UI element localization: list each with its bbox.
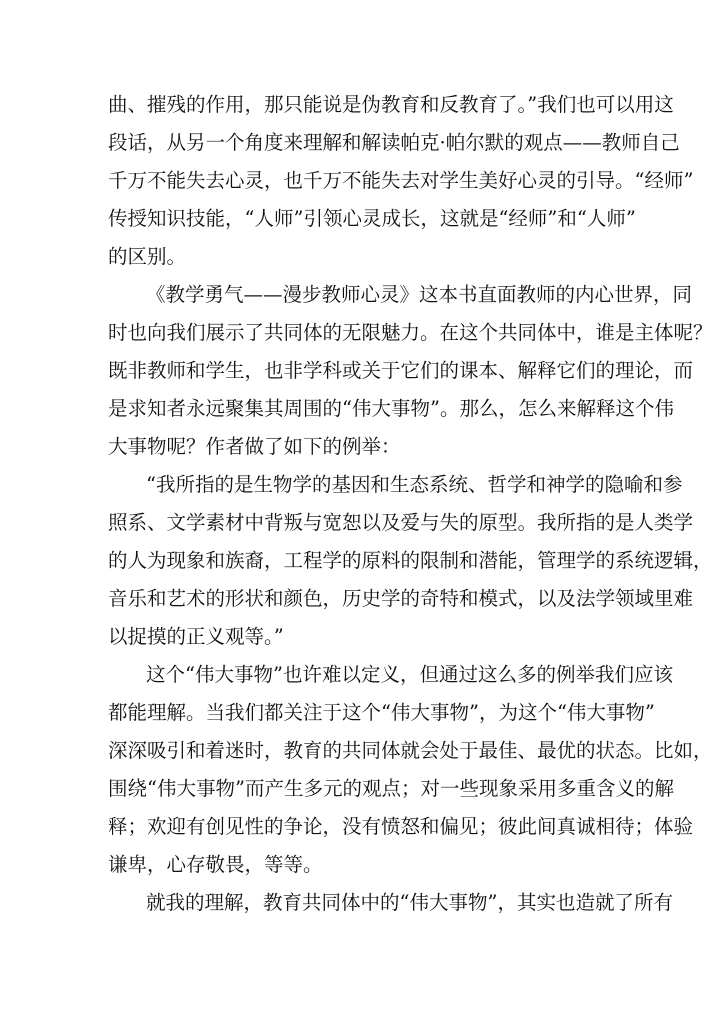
text-line: 千万不能失去心灵，也千万不能失去对学生美好心灵的引导。“经师” <box>108 169 694 192</box>
text-line: 这个“伟大事物”也许难以定义，但通过这么多的例举我们应该 <box>146 663 673 686</box>
text-line: “我所指的是生物学的基因和生态系统、哲学和神学的隐喻和参 <box>146 473 683 496</box>
text-line: 围绕“伟大事物”而产生多元的观点；对一些现象采用多重含义的解 <box>108 777 674 800</box>
text-line: 释；欢迎有创见性的争论，没有愤怒和偏见；彼此间真诚相待；体验 <box>108 815 694 838</box>
text-line: 以捉摸的正义观等。” <box>108 625 284 648</box>
text-line: 的区别。 <box>108 245 187 268</box>
text-line: 《教学勇气——漫步教师心灵》这本书直面教师的内心世界，同 <box>146 283 693 306</box>
text-line: 谦卑，心存敬畏，等等。 <box>108 853 323 876</box>
text-line: 深深吸引和着迷时，教育的共同体就会处于最佳、最优的状态。比如， <box>108 739 713 762</box>
text-line: 曲、摧残的作用，那只能说是伪教育和反教育了。”我们也可以用这 <box>108 93 674 116</box>
text-line: 都能理解。当我们都关注于这个“伟大事物”，为这个“伟大事物” <box>108 701 655 724</box>
text-line: 大事物呢？作者做了如下的例举： <box>108 435 401 458</box>
text-line: 的人为现象和族裔，工程学的原料的限制和潜能，管理学的系统逻辑， <box>108 549 713 572</box>
text-line: 照系、文学素材中背叛与宽恕以及爱与失的原型。我所指的是人类学 <box>108 511 694 534</box>
text-line: 时也向我们展示了共同体的无限魅力。在这个共同体中，谁是主体呢？ <box>108 321 713 344</box>
text-line: 就我的理解，教育共同体中的“伟大事物”，其实也造就了所有 <box>146 891 673 914</box>
text-line: 是求知者永远聚集其周围的“伟大事物”。那么，怎么来解释这个伟 <box>108 397 674 420</box>
text-line: 段话，从另一个角度来理解和解读帕克·帕尔默的观点——教师自己 <box>108 131 680 154</box>
text-line: 传授知识技能，“人师”引领心灵成长，这就是“经师”和“人师” <box>108 207 636 230</box>
text-line: 既非教师和学生，也非学科或关于它们的课本、解释它们的理论，而 <box>108 359 694 382</box>
text-line: 音乐和艺术的形状和颜色，历史学的奇特和模式，以及法学领域里难 <box>108 587 694 610</box>
